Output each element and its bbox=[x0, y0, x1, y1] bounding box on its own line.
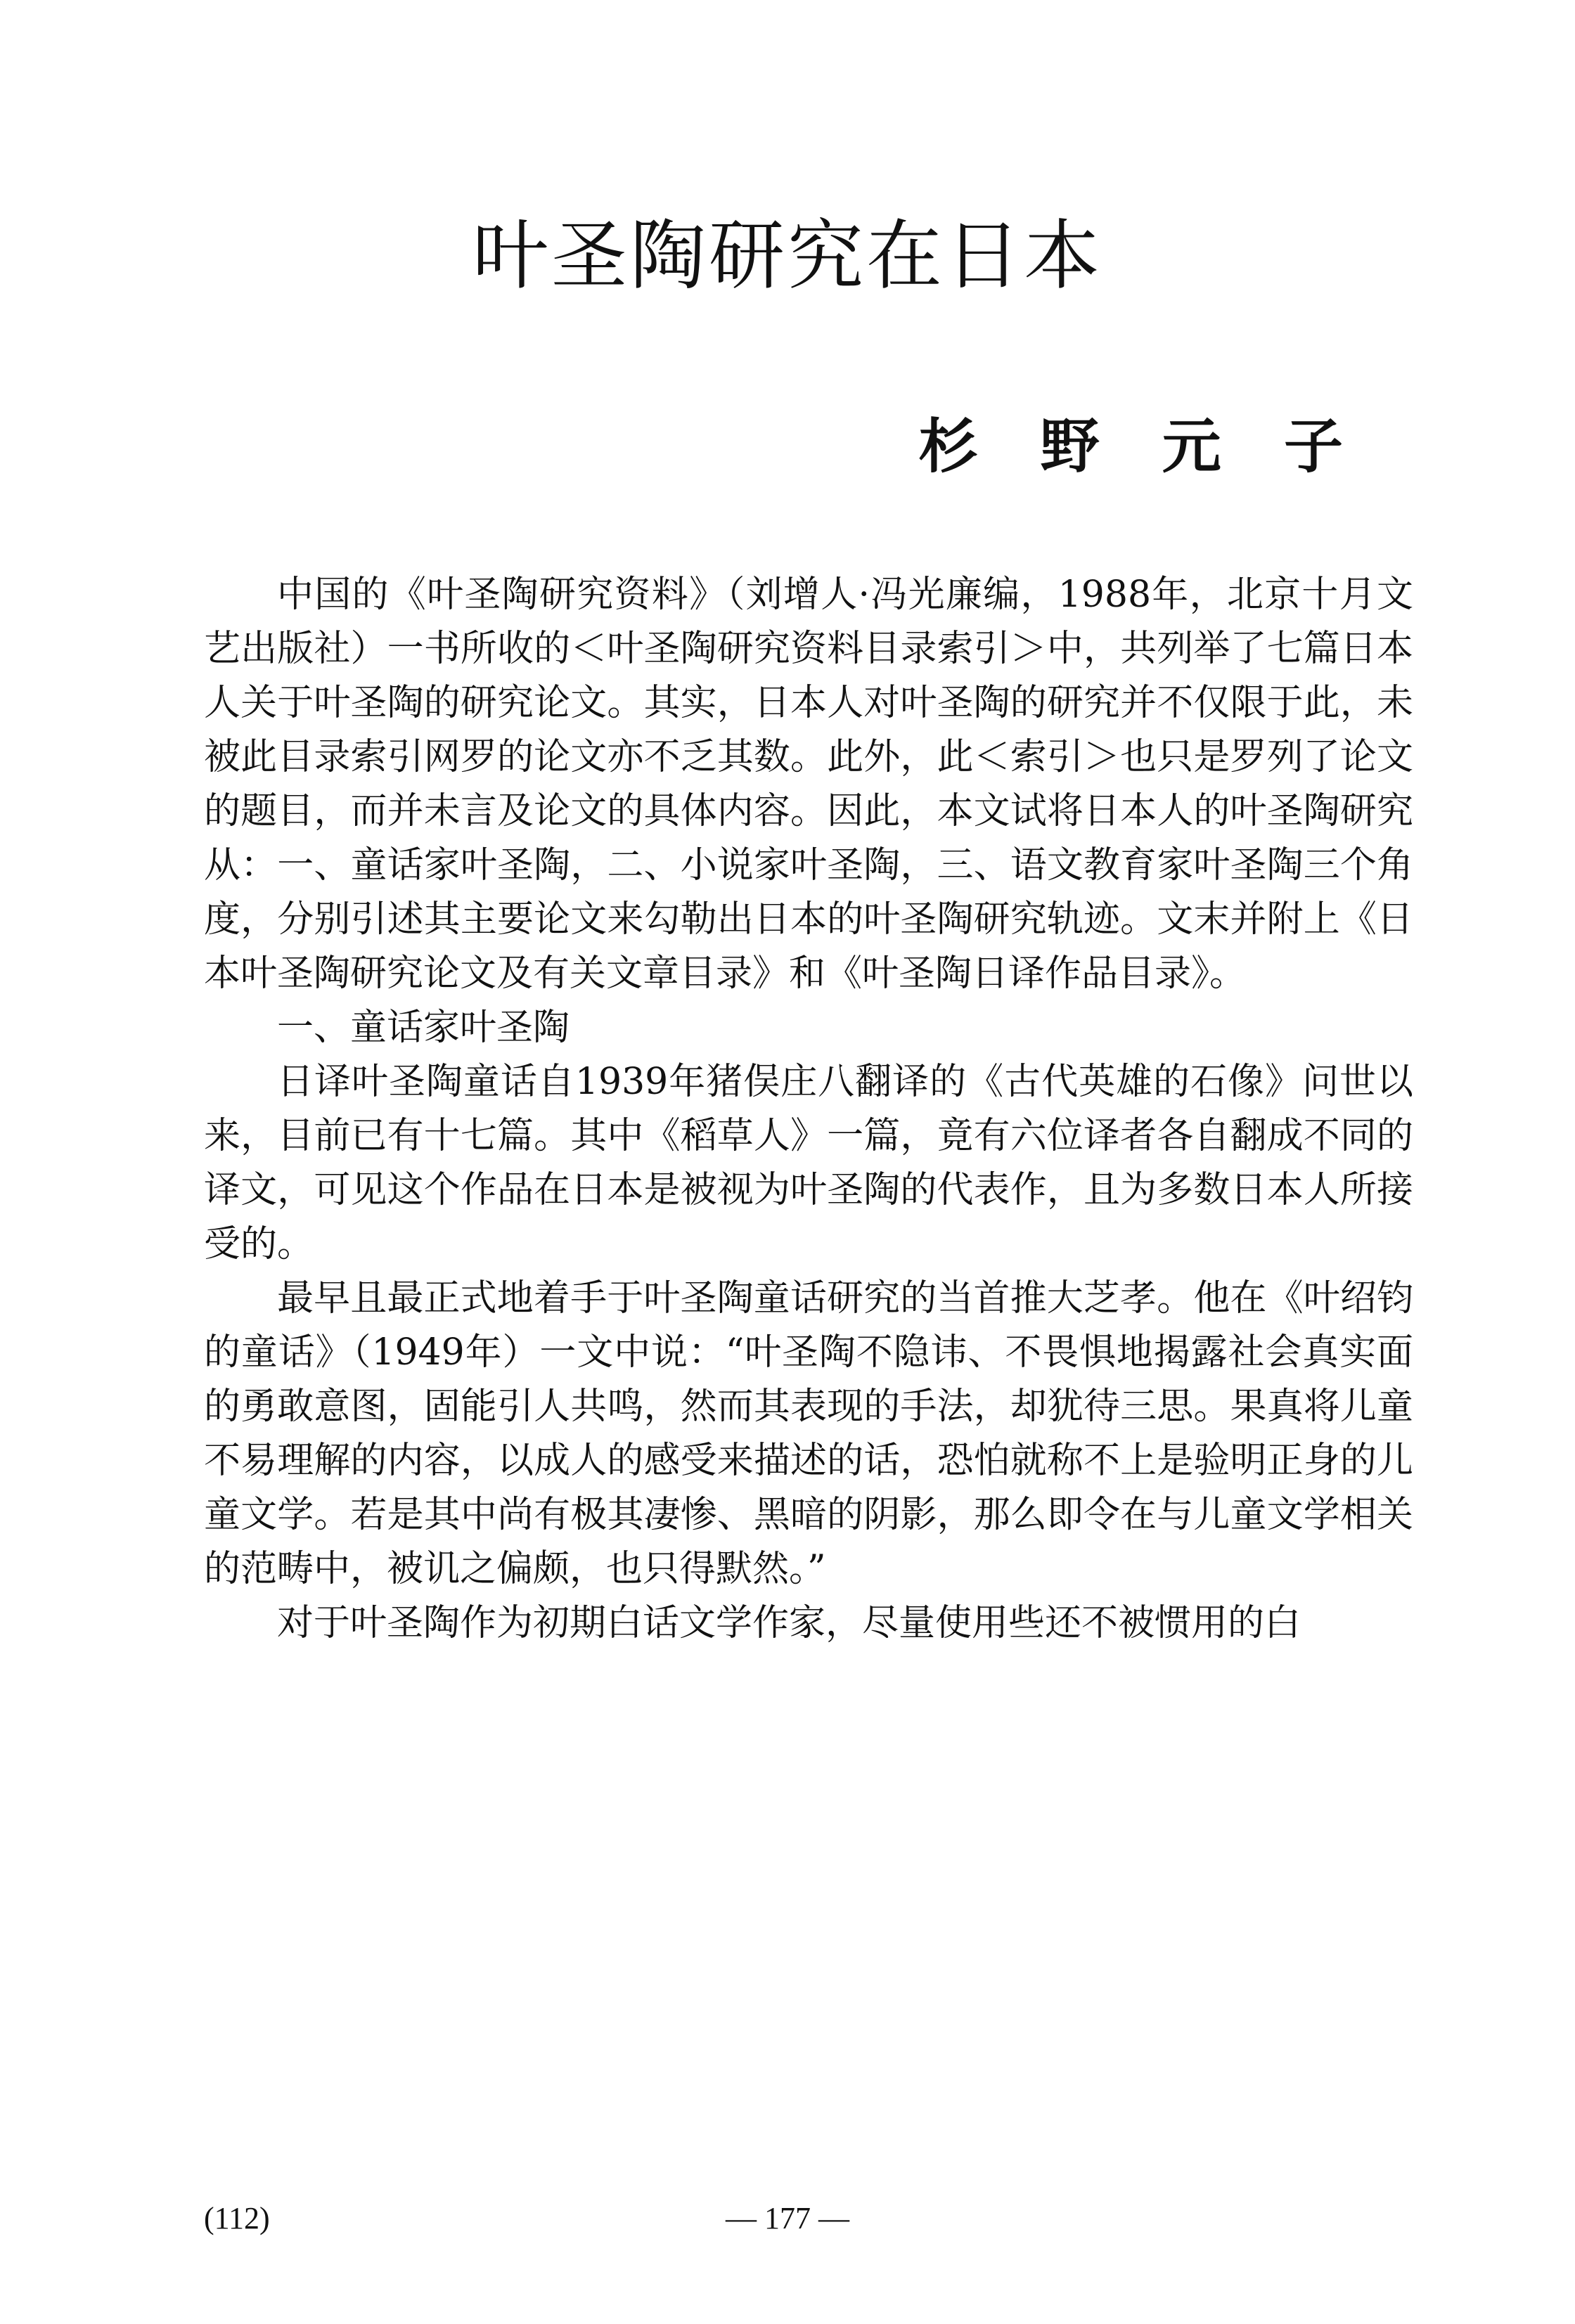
section-heading-1: 一、童话家叶圣陶 bbox=[277, 1007, 570, 1049]
paragraph-intro: 中国的《叶圣陶研究资料》（刘增人·冯光廉编，1988年，北京十月文艺出版社）一书所收的＜叶圣陶研究资料目录索引＞中，共列举了七篇日本人关于叶圣陶的研究论文。其实，日本人对叶圣陶的研究并不仅限于此，未被此目录索引网罗的论文亦不乏其数。此外，此＜索引＞也只是罗列了论文的题目，而并未言及论文的具体内容。因此，本文试将日本人的叶圣陶研究从：一、童话家叶圣陶，二、小说家叶圣陶，三、语文教育家叶圣陶三个角度，分别引述其主要论文来勾勒出日本的叶圣陶研究轨迹。文末并附上《日本叶圣陶研究论文及有关文章目录》和《叶圣陶日译作品目录》。 bbox=[204, 574, 1413, 995]
article-body bbox=[204, 568, 1413, 1651]
author-name: 杉 野 元 子 bbox=[918, 412, 1364, 481]
paragraph-translations: 日译叶圣陶童话自1939年猪俣庄八翻译的《古代英雄的石像》问世以来，目前已有十七篇。其中《稻草人》一篇，竟有六位译者各自翻成不同的译文，可见这个作品在日本是被视为叶圣陶的代表作，且为多数日本人所接受的。 bbox=[204, 1061, 1413, 1265]
page-title: 叶圣陶研究在日本 bbox=[472, 212, 1102, 300]
footer-original-page: (112) bbox=[204, 2201, 270, 2235]
paragraph-continued: 对于叶圣陶作为初期白话文学作家，尽量使用些还不被惯用的白 bbox=[277, 1602, 1301, 1644]
footer-page-number: — 177 — bbox=[726, 2201, 849, 2235]
paragraph-oshiba: 最早且最正式地着手于叶圣陶童话研究的当首推大芝孝。他在《叶绍钧的童话》（1949年）一文中说：“叶圣陶不隐讳、不畏惧地揭露社会真实面的勇敢意图，固能引人共鸣，然而其表现的手法，却犹待三思。果真将儿童不易理解的内容，以成人的感受来描述的话，恐怕就称不上是验明正身的儿童文学。若是其中尚有极其凄惨、黑暗的阴影，那么即令在与儿童文学相关的范畴中，被讥之偏颇，也只得默然。” bbox=[204, 1277, 1413, 1590]
